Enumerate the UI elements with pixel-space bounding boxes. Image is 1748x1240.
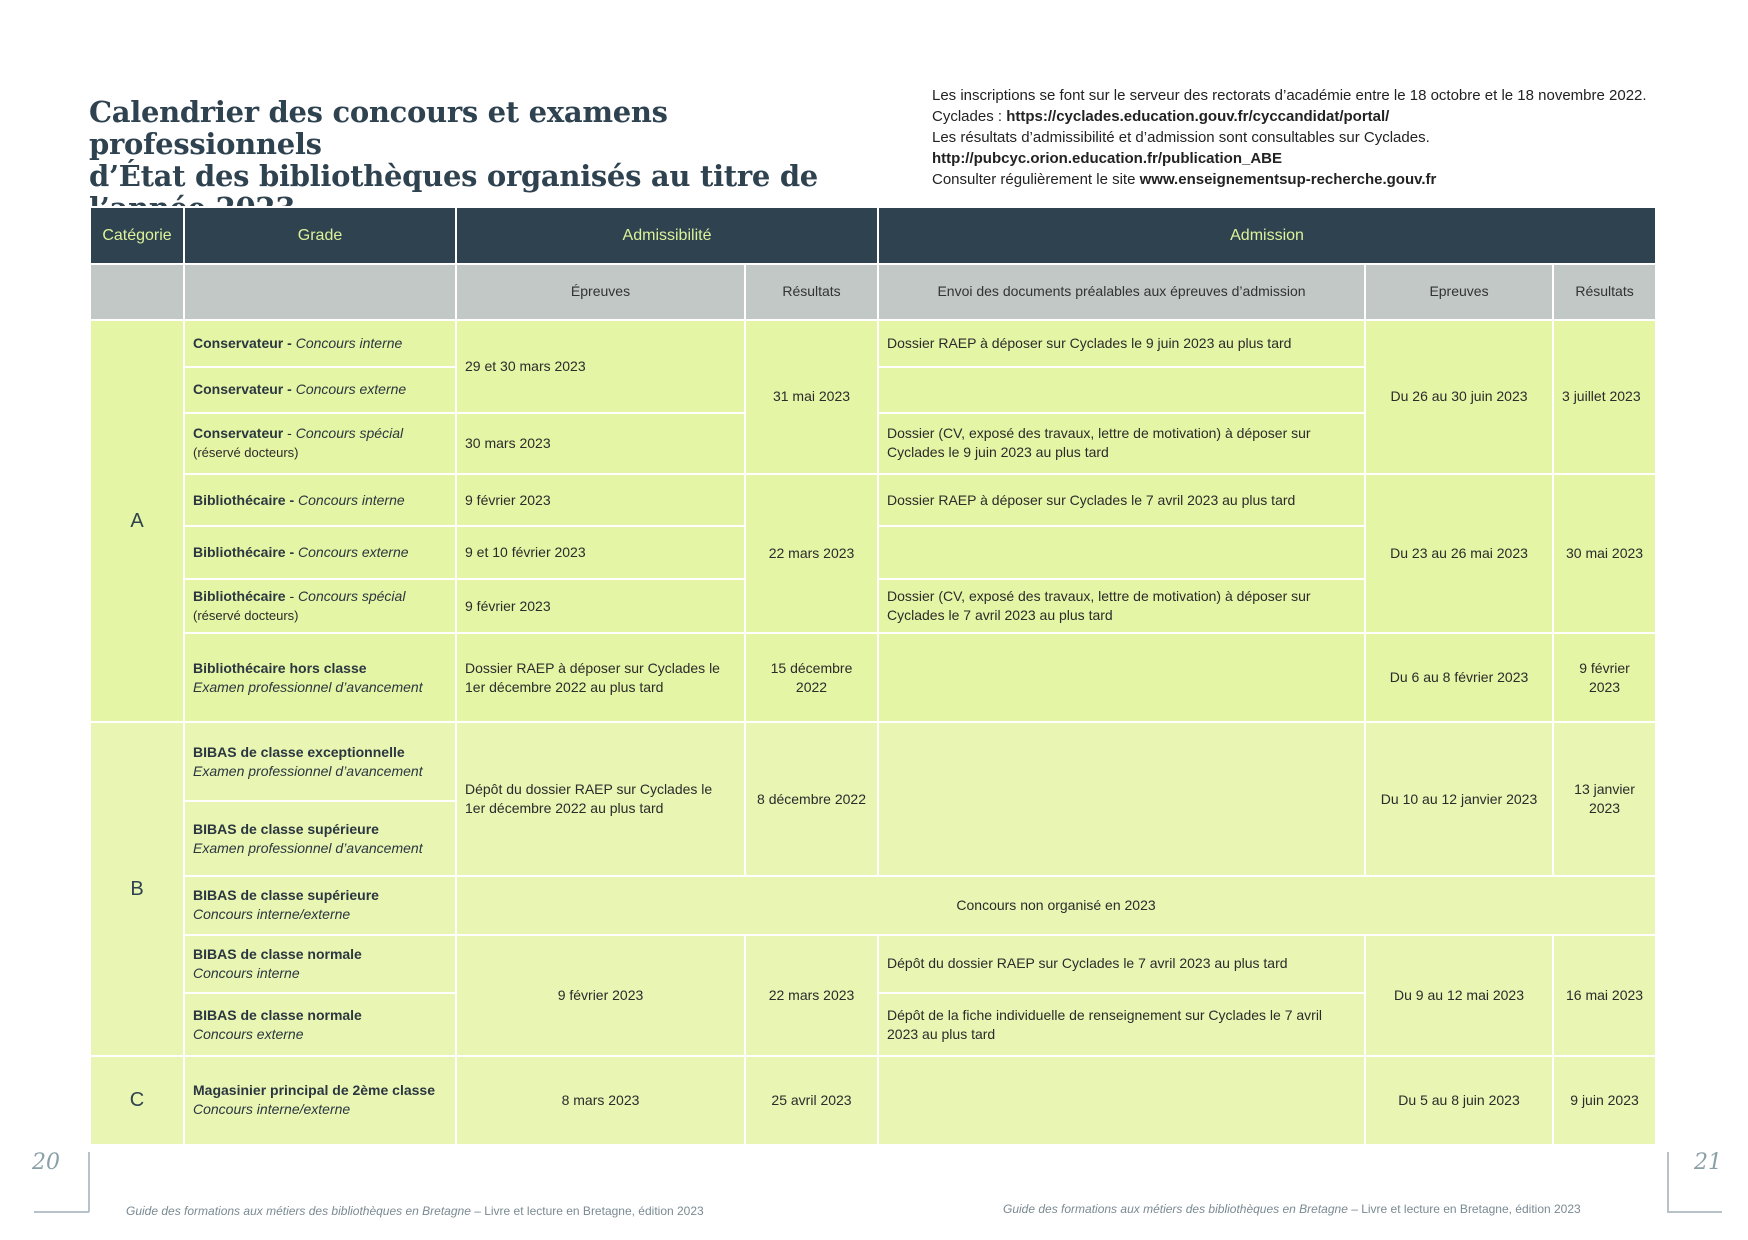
- grade-type: Concours externe: [298, 544, 409, 561]
- grade-type: Concours interne: [298, 491, 405, 508]
- envoi-cell: Dossier RAEP à déposer sur Cyclades le 9 juin 2023 au plus tard: [878, 320, 1365, 366]
- envoi-cell-empty: [878, 722, 1365, 876]
- envoi-cell: Dépôt de la fiche individuelle de renseignement sur Cyclades le 7 avril 2023 au plus tard: [878, 993, 1365, 1056]
- info-cyclades-label: Cyclades :: [932, 108, 1007, 125]
- title-line-2: d’État des bibliothèques organisés au titre de: [89, 159, 818, 193]
- grade-title: Conservateur -: [193, 334, 296, 351]
- envoi-cell: Dossier RAEP à déposer sur Cyclades le 7 avril 2023 au plus tard: [878, 474, 1365, 527]
- envoi-cell-empty: [878, 526, 1365, 579]
- info-consult-label: Consulter régulièrement le site: [932, 171, 1140, 188]
- footer-left: [126, 1204, 704, 1218]
- subheader-epreuves-admission: Epreuves: [1365, 264, 1553, 321]
- pubcyc-link[interactable]: http://pubcyc.orion.education.fr/publication_ABE: [932, 150, 1283, 167]
- grade-type: Examen professionnel d’avancement: [193, 762, 423, 779]
- grade-title: Conservateur -: [193, 381, 296, 398]
- envoi-cell: Dossier (CV, exposé des travaux, lettre de motivation) à déposer sur Cyclades le 7 avril 2023 au plus tard: [878, 579, 1365, 634]
- grade-type: Examen professionnel d’avancement: [193, 839, 423, 856]
- info-line-3: Les résultats d’admissibilité et d’admission sont consultables sur Cyclades.: [932, 129, 1430, 146]
- header-grade: Grade: [184, 207, 456, 264]
- subheader-row: [90, 264, 1656, 321]
- epreuves-cell: 9 février 2023: [456, 474, 745, 527]
- grade-title: Magasinier principal de 2ème classe: [193, 1082, 436, 1099]
- grade-note: (réservé docteurs): [193, 608, 299, 624]
- grade-type: Concours spécial: [295, 425, 404, 442]
- resultats-admission-cell: 9 juin 2023: [1553, 1056, 1656, 1145]
- footer-left-normal: – Livre et lecture en Bretagne, édition 2023: [470, 1204, 704, 1218]
- grade-type: Concours interne/externe: [193, 1101, 351, 1118]
- header-categorie: Catégorie: [90, 207, 184, 264]
- grade-type: Concours spécial: [298, 588, 406, 605]
- footer-right-normal: – Livre et lecture en Bretagne, édition 2023: [1347, 1202, 1581, 1216]
- resultats-cell: 8 décembre 2022: [745, 722, 878, 876]
- title-line-1: Calendrier des concours et examens professionnels: [89, 95, 668, 161]
- grade-title: Conservateur: [193, 425, 284, 442]
- header-admissibilite: Admissibilité: [456, 207, 878, 264]
- grade-cell: [184, 579, 456, 634]
- table-row: [90, 474, 1656, 527]
- epreuves-cell: 9 février 2023: [456, 579, 745, 634]
- envoi-cell-empty: [878, 367, 1365, 413]
- subheader-resultats-admission: Résultats: [1553, 264, 1656, 321]
- resultats-cell: 22 mars 2023: [745, 935, 878, 1056]
- epreuves-admission-cell: Du 9 au 12 mai 2023: [1365, 935, 1553, 1056]
- epreuves-admission-cell: Du 23 au 26 mai 2023: [1365, 474, 1553, 634]
- category-b: B: [90, 722, 184, 1056]
- grade-cell: [184, 935, 456, 994]
- grade-sep: -: [285, 588, 299, 605]
- page-number-left: 20: [32, 1150, 60, 1175]
- grade-title: BIBAS de classe exceptionnelle: [193, 743, 405, 760]
- info-block: [932, 85, 1732, 190]
- footer-rule-right-horizontal: [1667, 1211, 1722, 1213]
- subheader-empty-1: [90, 264, 184, 321]
- grade-title: Bibliothécaire hors classe: [193, 659, 367, 676]
- table-row: [90, 633, 1656, 722]
- table-row: [90, 1056, 1656, 1145]
- category-c: C: [90, 1056, 184, 1145]
- info-line-4: [932, 148, 1732, 169]
- epreuves-admission-cell: Du 6 au 8 février 2023: [1365, 633, 1553, 722]
- subheader-empty-2: [184, 264, 456, 321]
- grade-type: Concours externe: [193, 1025, 304, 1042]
- header-row: [90, 207, 1656, 264]
- epreuves-admission-cell: Du 26 au 30 juin 2023: [1365, 320, 1553, 474]
- epreuves-cell: 29 et 30 mars 2023: [456, 320, 745, 413]
- epreuves-cell: Dépôt du dossier RAEP sur Cyclades le 1er décembre 2022 au plus tard: [456, 722, 745, 876]
- grade-title: Bibliothécaire -: [193, 544, 299, 561]
- epreuves-cell: 9 février 2023: [456, 935, 745, 1056]
- envoi-cell: Dépôt du dossier RAEP sur Cyclades le 7 avril 2023 au plus tard: [878, 935, 1365, 994]
- info-line-2: [932, 106, 1732, 127]
- subheader-epreuves: Épreuves: [456, 264, 745, 321]
- epreuves-admission-cell: Du 5 au 8 juin 2023: [1365, 1056, 1553, 1145]
- resultats-cell: 31 mai 2023: [745, 320, 878, 474]
- header-admission: Admission: [878, 207, 1656, 264]
- grade-cell: [184, 367, 456, 413]
- subheader-envoi: Envoi des documents préalables aux épreuves d’admission: [878, 264, 1365, 321]
- info-line-1: Les inscriptions se font sur le serveur des rectorats d’académie entre le 18 octobre et le 18 novembre 2022.: [932, 87, 1647, 104]
- not-organized-note: Concours non organisé en 2023: [456, 876, 1656, 935]
- resultats-admission-cell: 30 mai 2023: [1553, 474, 1656, 634]
- footer-rule-left-horizontal: [34, 1211, 89, 1213]
- epreuves-admission-cell: Du 10 au 12 janvier 2023: [1365, 722, 1553, 876]
- resultats-cell: 25 avril 2023: [745, 1056, 878, 1145]
- epreuves-cell: 8 mars 2023: [456, 1056, 745, 1145]
- resultats-cell: 15 décembre 2022: [745, 633, 878, 722]
- footer-right: [1003, 1202, 1581, 1216]
- envoi-cell: Dossier (CV, exposé des travaux, lettre de motivation) à déposer sur Cyclades le 9 juin 2023 au plus tard: [878, 413, 1365, 474]
- grade-title: BIBAS de classe supérieure: [193, 887, 379, 904]
- resultats-cell: 22 mars 2023: [745, 474, 878, 634]
- grade-cell: [184, 993, 456, 1056]
- footer-rule-right-vertical: [1667, 1152, 1669, 1212]
- footer-left-italic: Guide des formations aux métiers des bibliothèques en Bretagne: [126, 1204, 471, 1218]
- grade-title: BIBAS de classe normale: [193, 1006, 362, 1023]
- cyclades-link[interactable]: https://cyclades.education.gouv.fr/cyccandidat/portal/: [1006, 108, 1390, 125]
- grade-title: Bibliothécaire: [193, 588, 286, 605]
- resultats-admission-cell: 16 mai 2023: [1553, 935, 1656, 1056]
- resultats-admission-cell: 13 janvier 2023: [1553, 722, 1656, 876]
- grade-cell: [184, 1056, 456, 1145]
- enseignementsup-link[interactable]: www.enseignementsup-recherche.gouv.fr: [1139, 171, 1437, 188]
- table-row: [90, 935, 1656, 994]
- grade-cell: [184, 474, 456, 527]
- page-number-right: 21: [1694, 1150, 1722, 1175]
- envoi-cell-empty: [878, 1056, 1365, 1145]
- grade-title: BIBAS de classe normale: [193, 945, 362, 962]
- calendar-table: [89, 206, 1657, 1146]
- resultats-admission-cell: 3 juillet 2023: [1553, 320, 1656, 474]
- footer-rule-left-vertical: [88, 1152, 90, 1212]
- grade-cell: [184, 801, 456, 876]
- grade-cell: [184, 633, 456, 722]
- grade-sep: -: [283, 425, 296, 442]
- grade-type: Concours interne: [295, 334, 403, 351]
- grade-title: BIBAS de classe supérieure: [193, 820, 379, 837]
- grade-cell: [184, 526, 456, 579]
- grade-type: Examen professionnel d’avancement: [193, 678, 423, 695]
- subheader-resultats: Résultats: [745, 264, 878, 321]
- grade-type: Concours interne: [193, 964, 300, 981]
- footer-right-italic: Guide des formations aux métiers des bibliothèques en Bretagne: [1003, 1202, 1348, 1216]
- grade-cell: [184, 320, 456, 366]
- epreuves-cell: Dossier RAEP à déposer sur Cyclades le 1er décembre 2022 au plus tard: [456, 633, 745, 722]
- table-row: [90, 320, 1656, 366]
- table-row: [90, 876, 1656, 935]
- grade-note: (réservé docteurs): [193, 445, 299, 461]
- resultats-admission-cell: 9 février 2023: [1553, 633, 1656, 722]
- grade-cell: [184, 413, 456, 474]
- table-row: [90, 722, 1656, 801]
- grade-title: Bibliothécaire -: [193, 491, 299, 508]
- epreuves-cell: 30 mars 2023: [456, 413, 745, 474]
- epreuves-cell: 9 et 10 février 2023: [456, 526, 745, 579]
- envoi-cell-empty: [878, 633, 1365, 722]
- grade-type: Concours interne/externe: [193, 906, 351, 923]
- grade-type: Concours externe: [295, 381, 407, 398]
- grade-cell: [184, 876, 456, 935]
- info-line-5: [932, 169, 1732, 190]
- grade-cell: [184, 722, 456, 801]
- category-a: A: [90, 320, 184, 722]
